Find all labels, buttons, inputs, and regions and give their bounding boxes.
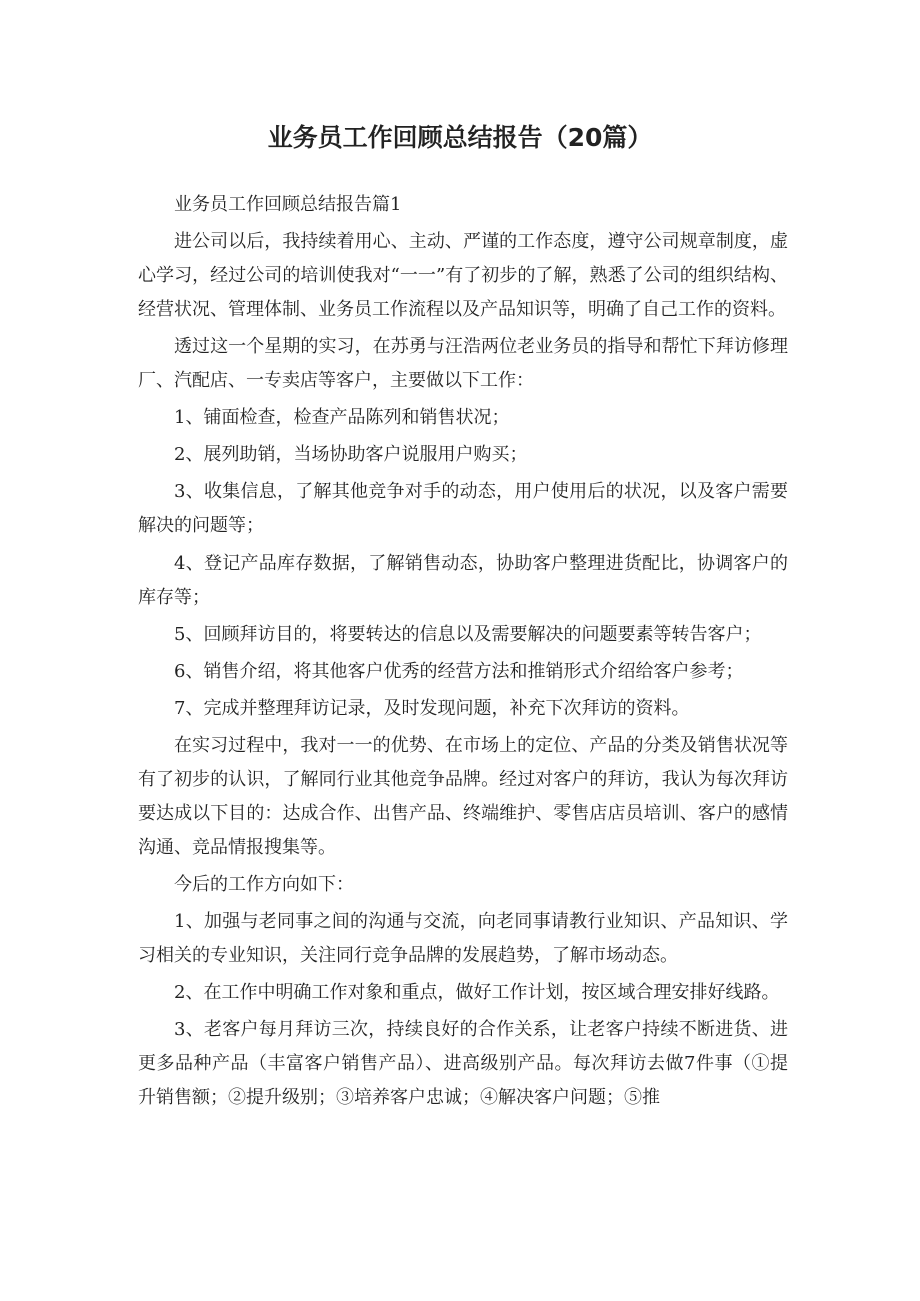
paragraph: 进公司以后，我持续着用心、主动、严谨的工作态度，遵守公司规章制度，虚心学习，经过公司的培训使我对“一一”有了初步的了解，熟悉了公司的组织结构、经营状况、管理体制、业务员工作流程以及产品知识等，明确了自己工作的资料。 [138, 231, 788, 321]
list-item: 3、老客户每月拜访三次，持续良好的合作关系，让老客户持续不断进货、进更多品种产品（丰富客户销售产品）、进高级别产品。每次拜访去做7件事（①提升销售额；②提升级别；③培养客户忠诚；④解决客户问题；⑤推 [138, 1019, 788, 1109]
document-body [138, 188, 788, 1118]
list-item: 2、展列助销，当场协助客户说服用户购买； [174, 444, 528, 466]
list-item: 4、登记产品库存数据，了解销售动态，协助客户整理进货配比，协调客户的库存等； [138, 552, 788, 608]
list-item: 6、销售介绍，将其他客户优秀的经营方法和推销形式介绍给客户参考； [174, 660, 744, 682]
paragraph: 今后的工作方向如下： [174, 874, 354, 896]
list-item: 7、完成并整理拜访记录，及时发现问题，补充下次拜访的资料。 [174, 697, 690, 719]
paragraph: 在实习过程中，我对一一的优势、在市场上的定位、产品的分类及销售状况等有了初步的认识，了解同行业其他竞争品牌。经过对客户的拜访，我认为每次拜访要达成以下目的：达成合作、出售产品、终端维护、零售店店员培训、客户的感情沟通、竞品情报搜集等。 [138, 734, 788, 858]
list-item: 3、收集信息，了解其他竞争对手的动态，用户使用后的状况，以及客户需要解决的问题等； [138, 481, 788, 537]
section-heading: 业务员工作回顾总结报告篇1 [174, 194, 402, 215]
paragraph: 透过这一个星期的实习，在苏勇与汪浩两位老业务员的指导和帮忙下拜访修理厂、汽配店、一专卖店等客户，主要做以下工作： [138, 336, 788, 392]
list-item: 5、回顾拜访目的，将要转达的信息以及需要解决的问题要素等转告客户； [174, 623, 762, 645]
list-item: 1、铺面检查，检查产品陈列和销售状况； [174, 407, 510, 429]
list-item: 1、加强与老同事之间的沟通与交流，向老同事请教行业知识、产品知识、学习相关的专业知识，关注同行竞争品牌的发展趋势，了解市场动态。 [138, 911, 788, 967]
list-item: 2、在工作中明确工作对象和重点，做好工作计划，按区域合理安排好线路。 [174, 982, 780, 1004]
document-title: 业务员工作回顾总结报告（20篇） [267, 123, 653, 152]
